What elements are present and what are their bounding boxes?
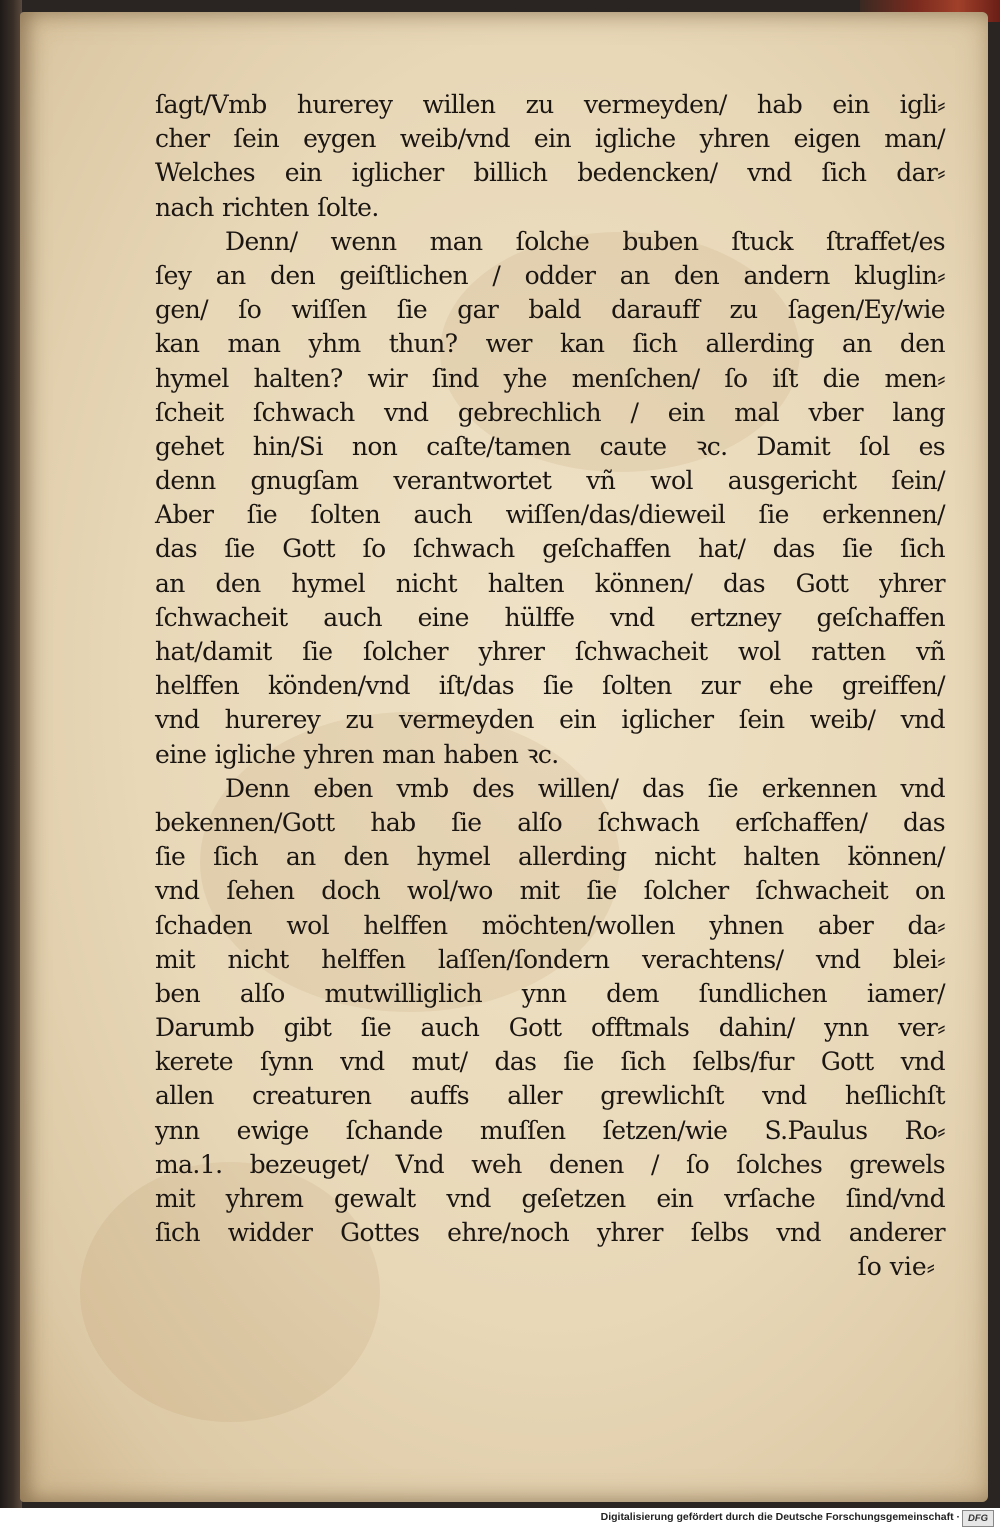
text-line: hat/damit ſie ſolcher yhrer ſchwacheit wol ratten vñ [155,637,945,666]
text-line: ſich widder Gottes ehre/noch yhrer ſelbs vnd anderer [155,1218,945,1248]
funding-credit: Digitalisierung gefördert durch die Deutsche Forschungsgemeinschaft · [600,1511,960,1523]
text-line: ſie ſich an den hymel allerding nicht halten können/ [155,842,945,872]
text-line: Denn eben vmb des willen/ das ſie erkennen vnd [225,773,945,803]
text-line: gehet hin/Si non caſte/tamen caute ꝛc. Damit ſol es [155,431,945,461]
text-line: Welches ein iglicher billich bedencken/ vnd ſich dar⸗ [155,158,945,188]
text-line: ſchaden wol helffen möchten/wollen yhnen aber da⸗ [155,910,945,940]
text-line: ma.1. bezeuget/ Vnd weh denen / ſo ſolches grewels [155,1149,945,1179]
text-line: kerete ſynn vnd mut/ das ſie ſich ſelbs/fur Gott vnd [155,1047,945,1077]
text-line: das ſie Gott ſo ſchwach geſchaffen hat/ das ſie ſich [155,534,945,564]
text-line: an den hymel nicht halten können/ das Gott yhrer [155,568,945,598]
text-line: Darumb gibt ſie auch Gott offtmals dahin/ ynn ver⸗ [155,1013,945,1043]
text-line: eine igliche yhren man haben ꝛc. [155,739,559,769]
text-line: vnd hurerey zu vermeyden ein iglicher ſein weib/ vnd [155,705,945,735]
text-line: ſagt/Vmb hurerey willen zu vermeyden/ hab ein igli⸗ [155,90,945,119]
catchword: ſo vie⸗ [857,1252,935,1282]
footer-bar [0,1508,1000,1528]
text-line: bekennen/Gott hab ſie alſo ſchwach erſchaffen/ das [155,807,945,837]
text-line: kan man yhm thun? wer kan ſich allerding an den [155,329,945,359]
text-line: allen creaturen auffs aller grewlichſt vnd heſlichſt [155,1081,945,1111]
text-line: hymel halten? wir ſind yhe menſchen/ ſo iſt die men⸗ [155,363,945,393]
text-line: ſey an den geiſtlichen / odder an den andern kluglin⸗ [155,260,945,290]
text-line: ſchwacheit auch eine hülffe vnd ertzney geſchaffen [155,602,945,632]
text-line: Denn/ wenn man ſolche buben ſtuck ſtraffet/es [225,226,945,256]
text-line: cher ſein eygen weib/vnd ein igliche yhren eigen man/ [155,124,945,154]
text-line: nach richten ſolte. [155,192,379,222]
text-line: ben alſo mutwilliglich ynn dem ſundlichen iamer/ [155,978,945,1008]
text-line: Aber ſie ſolten auch wiſſen/das/dieweil ſie erkennen/ [155,500,945,530]
text-line: mit nicht helffen laſſen/ſondern verachtens/ vnd blei⸗ [155,944,945,974]
text-line: mit yhrem gewalt vnd geſetzen ein vrſache ſind/vnd [155,1184,945,1213]
text-line: helffen könden/vnd iſt/das ſie ſolten zur ehe greiffen/ [155,671,945,701]
dfg-logo[interactable]: DFG [962,1510,994,1527]
text-line: denn gnugſam verantwortet vñ wol ausgericht ſein/ [155,466,945,496]
text-line: vnd ſehen doch wol/wo mit ſie ſolcher ſchwacheit on [155,876,945,906]
text-line: ſcheit ſchwach vnd gebrechlich / ein mal vber lang [155,397,945,427]
book-cover-edge [0,0,22,1508]
text-line: ynn ewige ſchande muſſen ſetzen/wie S.Paulus Ro⸗ [155,1115,945,1145]
text-block [155,88,945,1285]
text-line: gen/ ſo wiſſen ſie gar bald darauff zu ſagen/Ey/wie [155,295,945,325]
